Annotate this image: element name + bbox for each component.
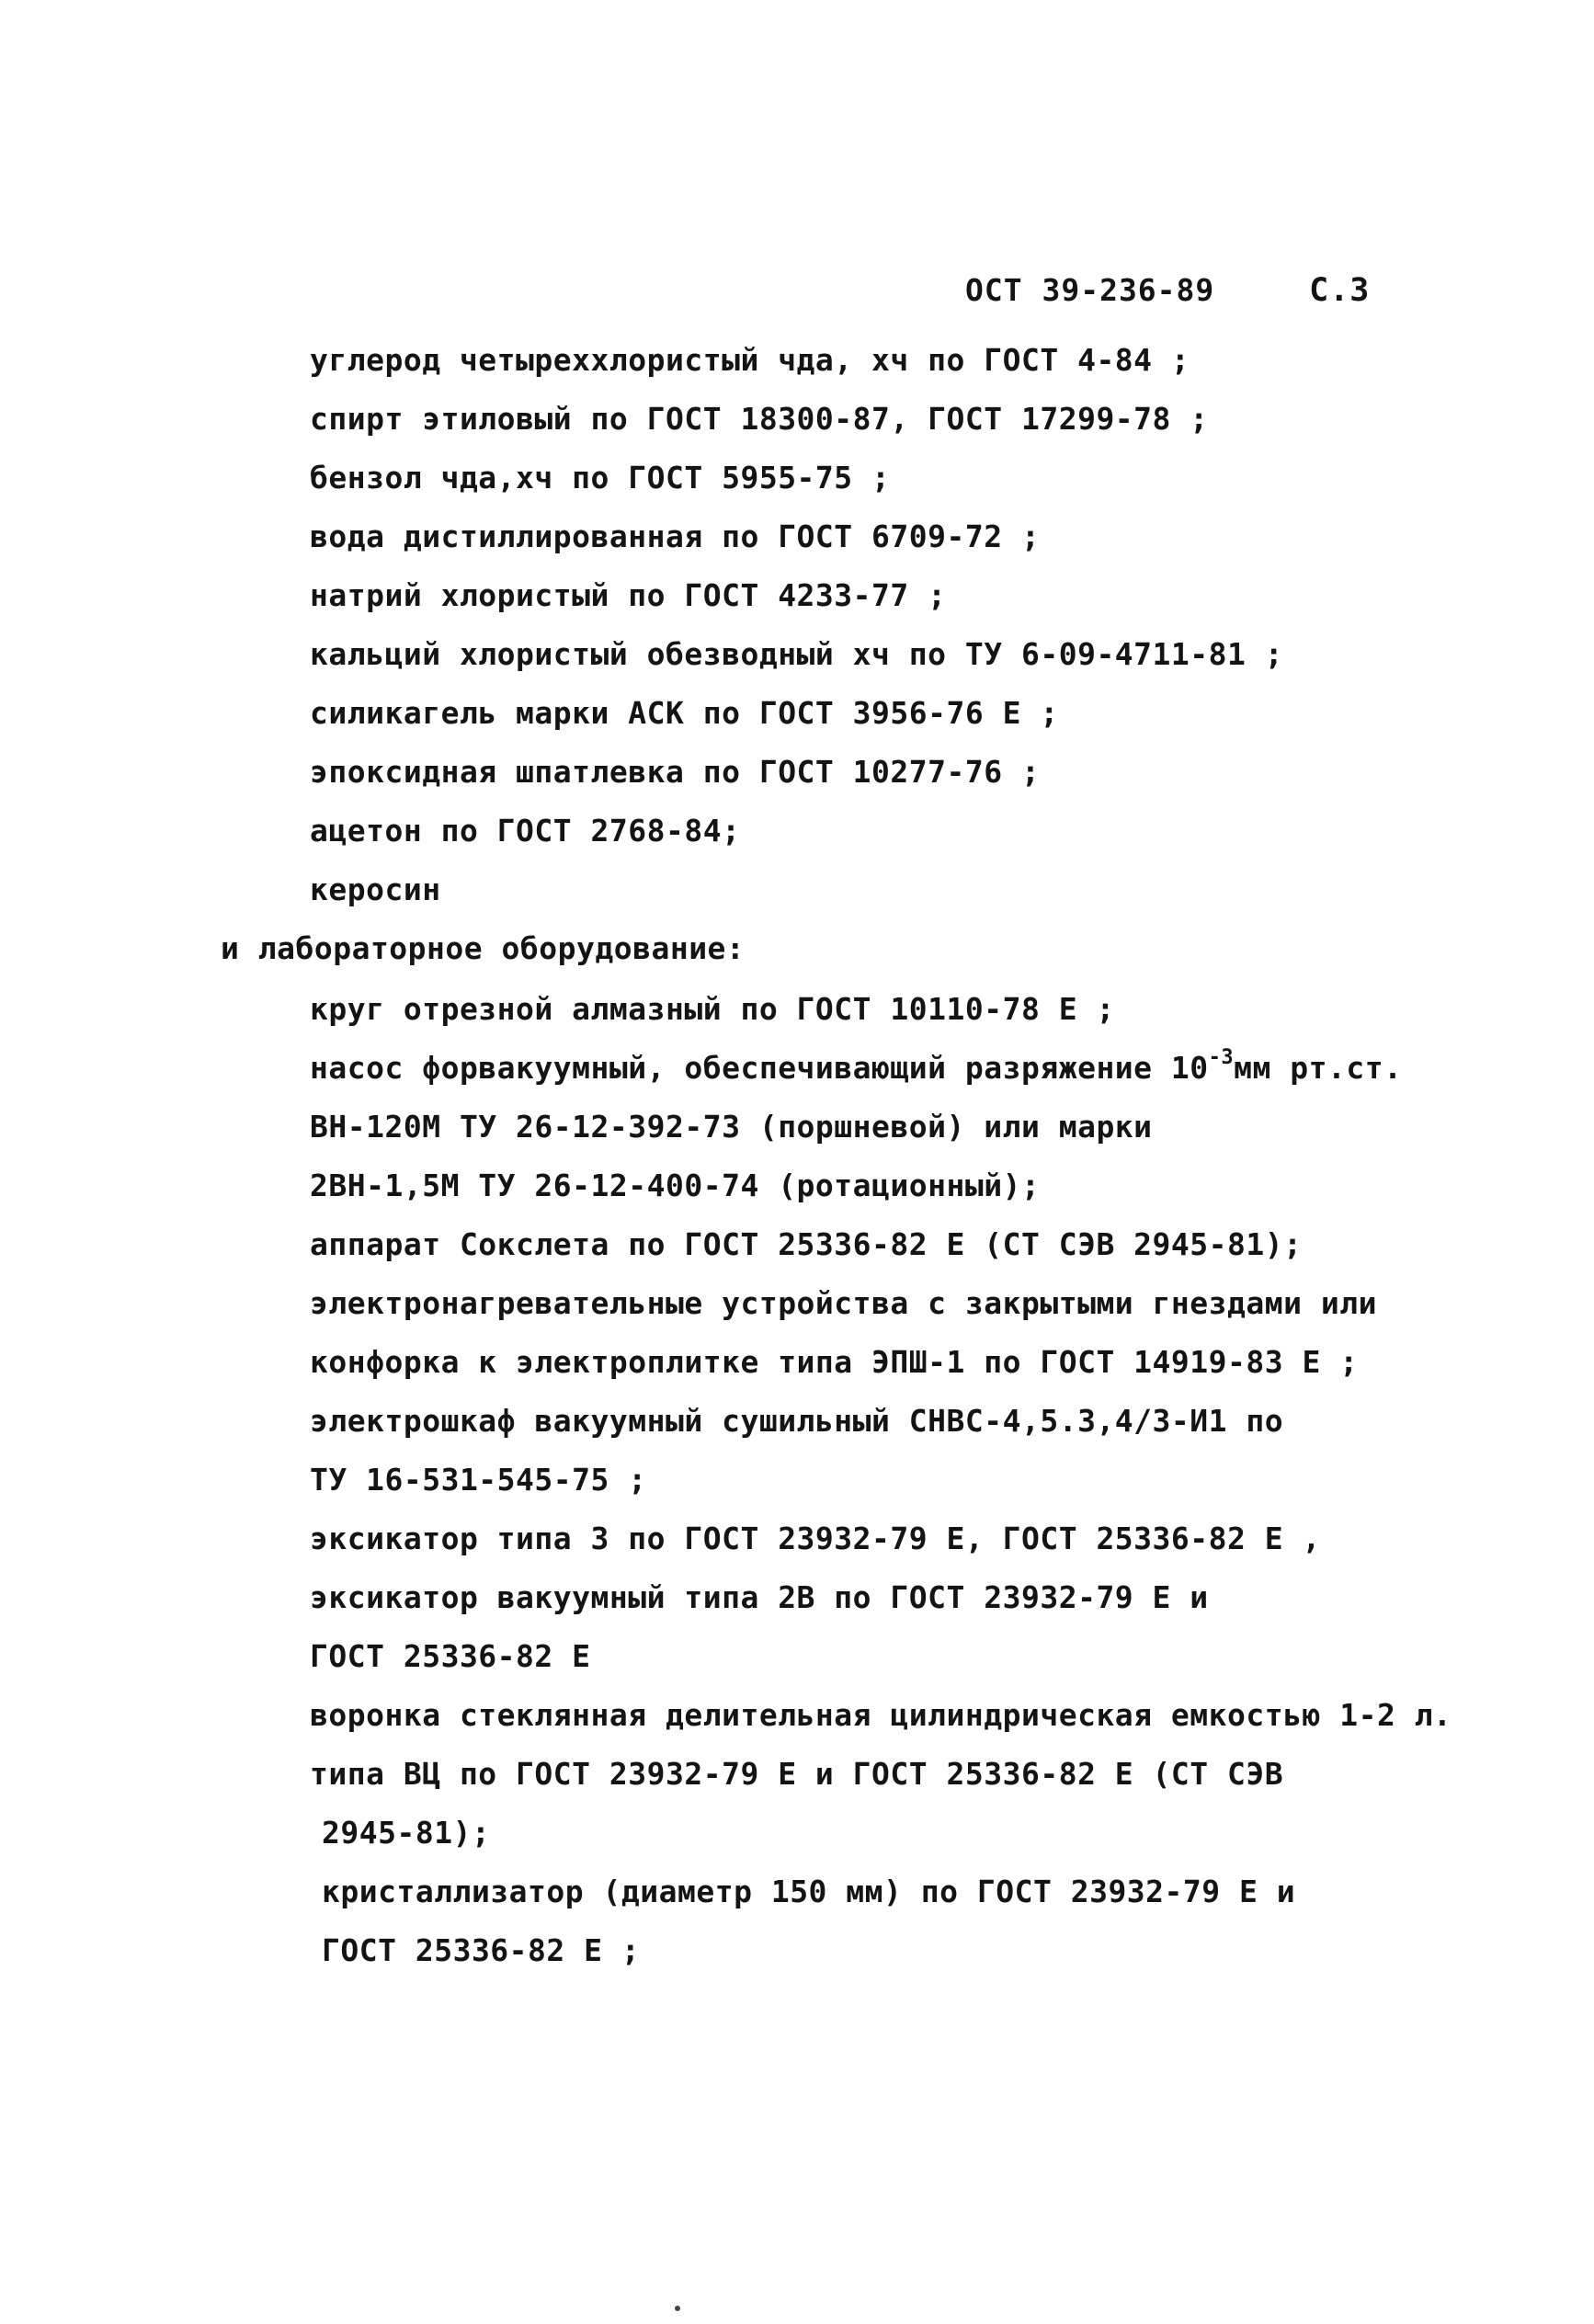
equipment-line: конфорка к электроплитке типа ЭПШ-1 по ГОСТ 14919-83 Е ; — [310, 1344, 1359, 1380]
equipment-line: типа ВЦ по ГОСТ 23932-79 Е и ГОСТ 25336-82 Е (СТ СЭВ — [310, 1756, 1284, 1792]
equipment-line: воронка стеклянная делительная цилиндрическая емкостью 1-2 л. — [310, 1697, 1452, 1733]
equipment-line: эксикатор типа 3 по ГОСТ 23932-79 Е, ГОСТ 25336-82 Е , — [310, 1521, 1321, 1556]
equipment-line-unit: мм рт.ст. — [1234, 1050, 1403, 1086]
reagent-line: кальций хлористый обезводный хч по ТУ 6-09-4711-81 ; — [310, 636, 1284, 672]
reagent-line: эпоксидная шпатлевка по ГОСТ 10277-76 ; — [310, 754, 1041, 790]
reagent-line: керосин — [310, 872, 441, 907]
equipment-line: электрошкаф вакуумный сушильный СНВС-4,5.3,4/3-И1 по — [310, 1403, 1284, 1439]
reagent-line: бензол чда,хч по ГОСТ 5955-75 ; — [310, 460, 891, 496]
equipment-line: ГОСТ 25336-82 Е — [310, 1638, 591, 1674]
equipment-line: электронагревательные устройства с закрытыми гнездами или — [310, 1285, 1377, 1321]
page-speck — [675, 2306, 680, 2311]
equipment-line: эксикатор вакуумный типа 2В по ГОСТ 23932-79 Е и — [310, 1579, 1209, 1615]
document-code: ОСТ 39-236-89 — [965, 272, 1215, 308]
exponent: -3 — [1208, 1046, 1235, 1069]
equipment-intro: и лабораторное оборудование: — [221, 930, 746, 966]
page-header — [965, 272, 1370, 309]
equipment-line: ГОСТ 25336-82 Е ; — [322, 1932, 641, 1968]
reagent-line: натрий хлористый по ГОСТ 4233-77 ; — [310, 577, 947, 613]
equipment-line: ТУ 16-531-545-75 ; — [310, 1462, 647, 1498]
equipment-line: 2ВН-1,5М ТУ 26-12-400-74 (ротационный); — [310, 1168, 1041, 1203]
equipment-line: ВН-120М ТУ 26-12-392-73 (поршневой) или марки — [310, 1109, 1153, 1145]
equipment-line-text: насос форвакуумный, обеспечивающий разряжение 10 — [310, 1050, 1209, 1086]
equipment-line: кристаллизатор (диаметр 150 мм) по ГОСТ 23932-79 Е и — [322, 1874, 1296, 1909]
equipment-line — [310, 1046, 1403, 1087]
equipment-line: 2945-81); — [322, 1815, 491, 1851]
reagent-line: вода дистиллированная по ГОСТ 6709-72 ; — [310, 518, 1041, 554]
page-number: С.3 — [1309, 272, 1371, 309]
reagent-line: углерод четыреххлористый чда, хч по ГОСТ 4-84 ; — [310, 342, 1190, 378]
reagent-line: силикагель марки АСК по ГОСТ 3956-76 Е ; — [310, 695, 1059, 731]
equipment-line: круг отрезной алмазный по ГОСТ 10110-78 Е ; — [310, 991, 1115, 1027]
equipment-line: аппарат Сокслета по ГОСТ 25336-82 Е (СТ СЭВ 2945-81); — [310, 1226, 1303, 1262]
reagent-line: спирт этиловый по ГОСТ 18300-87, ГОСТ 17299-78 ; — [310, 401, 1209, 437]
reagent-line: ацетон по ГОСТ 2768-84; — [310, 813, 741, 849]
